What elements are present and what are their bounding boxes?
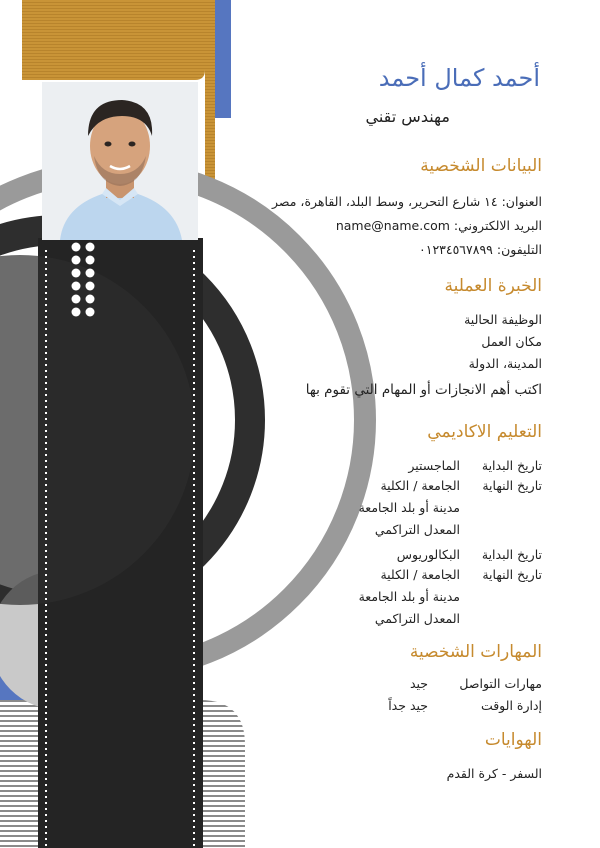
email-label: البريد الالكتروني: xyxy=(453,218,542,233)
hobbies-heading: الهوايات xyxy=(484,730,542,750)
skill-2-name: إدارة الوقت xyxy=(480,698,542,713)
skill-2-level: جيد جداً xyxy=(388,698,428,713)
skills-heading: المهارات الشخصية xyxy=(409,642,542,662)
edu1-university: الجامعة / الكلية xyxy=(380,478,460,493)
edu2-university: الجامعة / الكلية xyxy=(380,567,460,582)
address-value: ١٤ شارع التحرير، وسط البلد، القاهرة، مصر xyxy=(272,194,498,209)
address-line xyxy=(272,194,542,209)
city-country: المدينة، الدولة xyxy=(468,356,542,371)
edu2-location: مدينة أو بلد الجامعة xyxy=(358,589,460,604)
experience-heading: الخبرة العملية xyxy=(444,276,542,296)
edu1-location: مدينة أو بلد الجامعة xyxy=(358,500,460,515)
phone-value: ٠١٢٣٤٥٦٧٨٩٩ xyxy=(419,242,493,257)
edu1-gpa: المعدل التراكمي xyxy=(374,522,460,537)
personal-info-heading: البيانات الشخصية xyxy=(420,156,542,176)
person-name: أحمد كمال أحمد xyxy=(378,64,540,92)
address-label: العنوان: xyxy=(501,194,542,209)
skill-1-name: مهارات التواصل xyxy=(459,676,542,691)
skill-1-level: جيد xyxy=(409,676,428,691)
edu2-end-date: تاريخ النهاية xyxy=(482,567,542,582)
edu2-degree: البكالوريوس xyxy=(396,547,460,562)
edu1-degree: الماجستير xyxy=(408,458,460,473)
job-title: مهندس تقني xyxy=(365,107,450,126)
edu1-start-date: تاريخ البداية xyxy=(481,458,542,473)
edu2-gpa: المعدل التراكمي xyxy=(374,611,460,626)
edu2-start-date: تاريخ البداية xyxy=(481,547,542,562)
phone-label: التليفون: xyxy=(496,242,542,257)
education-heading: التعليم الاكاديمي xyxy=(427,422,542,442)
current-position: الوظيفة الحالية xyxy=(464,312,542,327)
achievements: اكتب أهم الانجازات أو المهام التي تقوم بها xyxy=(305,382,542,398)
email-line xyxy=(336,218,542,233)
email-value[interactable]: name@name.com xyxy=(335,218,450,233)
edu1-end-date: تاريخ النهاية xyxy=(482,478,542,493)
phone-line xyxy=(419,242,542,257)
profile-photo xyxy=(42,82,198,240)
hobbies-text: السفر - كرة القدم xyxy=(446,766,542,781)
workplace: مكان العمل xyxy=(481,334,542,349)
